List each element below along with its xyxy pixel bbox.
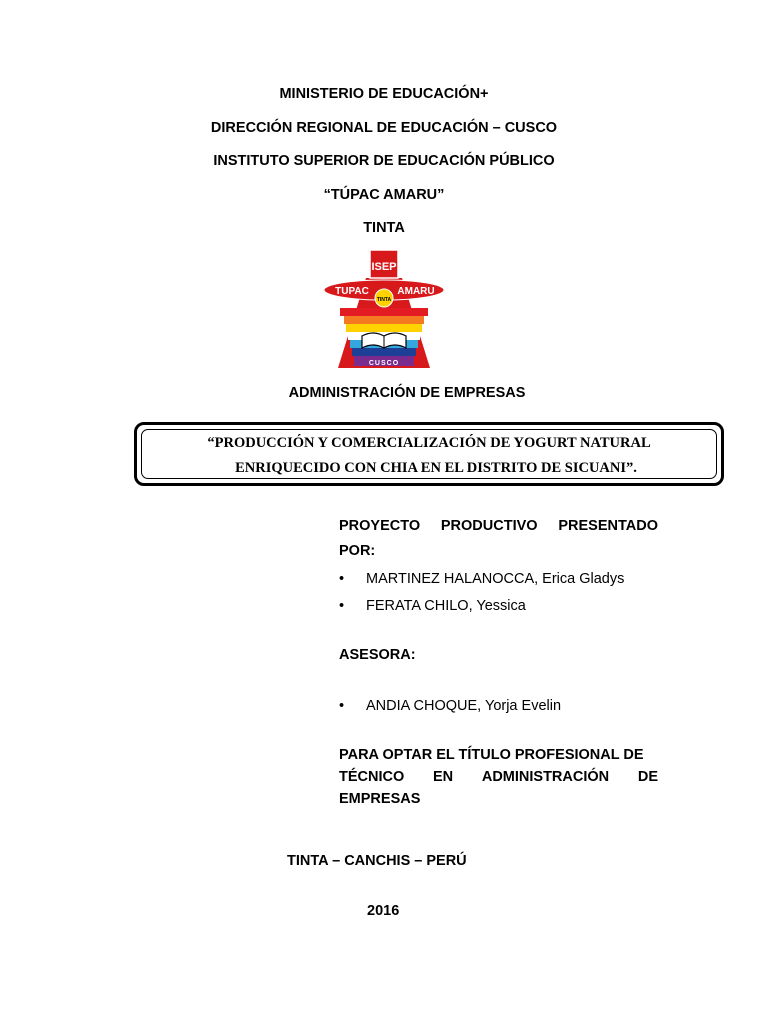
- career-heading: ADMINISTRACIÓN DE EMPRESAS: [288, 385, 526, 401]
- advisor-label: ASESORA:: [339, 647, 416, 663]
- degree-word-3: ADMINISTRACIÓN: [481, 769, 610, 785]
- logo-left-text: TUPAC: [335, 286, 369, 297]
- degree-line-1: PARA OPTAR EL TÍTULO PROFESIONAL DE: [339, 747, 644, 763]
- year-line: 2016: [367, 903, 400, 919]
- bullet-icon: •: [339, 698, 345, 714]
- logo-stripe-yellow: [346, 324, 422, 332]
- presented-word-2: PRODUCTIVO: [440, 518, 538, 534]
- author-name: MARTINEZ HALANOCCA, Erica Gladys: [366, 571, 625, 587]
- project-title-line-1: “PRODUCCIÓN Y COMERCIALIZACIÓN DE YOGURT NATURAL: [207, 435, 651, 451]
- degree-line-2: [339, 769, 658, 785]
- author-list-item: [339, 571, 624, 587]
- presented-word-1: PROYECTO: [339, 518, 421, 534]
- project-title-box: [134, 422, 724, 486]
- author-name: FERATA CHILO, Yessica: [366, 598, 526, 614]
- regional-directorate-heading: DIRECCIÓN REGIONAL DE EDUCACIÓN – CUSCO: [210, 120, 558, 136]
- institute-name-heading: “TÚPAC AMARU”: [323, 187, 445, 203]
- presented-word-3: PRESENTADO: [558, 518, 658, 534]
- advisor-name: ANDIA CHOQUE, Yorja Evelin: [366, 698, 562, 714]
- logo-stripe-orange: [344, 316, 424, 324]
- city-heading: TINTA: [363, 220, 405, 236]
- logo-stripe-dark-blue: [352, 348, 416, 356]
- author-list-item: [339, 598, 526, 614]
- institute-logo: [322, 246, 446, 370]
- location-line: TINTA – CANCHIS – PERÚ: [287, 853, 467, 869]
- institute-heading: INSTITUTO SUPERIOR DE EDUCACIÓN PÚBLICO: [213, 153, 555, 169]
- logo-bottom-text: CUSCO: [368, 360, 400, 367]
- advisor-list-item: [339, 698, 561, 714]
- degree-line-3: EMPRESAS: [339, 791, 421, 807]
- bullet-icon: •: [339, 571, 345, 587]
- degree-word-4: DE: [637, 769, 658, 785]
- logo-right-text: AMARU: [397, 286, 435, 297]
- logo-stripe-red: [340, 308, 428, 316]
- presented-by-block: [339, 518, 658, 559]
- presented-by-line-1: [339, 518, 658, 534]
- project-title-line-2: ENRIQUECIDO CON CHIA EN EL DISTRITO DE SICUANI”.: [235, 460, 637, 476]
- degree-block: [339, 747, 658, 807]
- ministry-heading: MINISTERIO DE EDUCACIÓN+: [279, 86, 489, 102]
- logo-top-text: ISEP: [371, 261, 397, 273]
- presented-by-line-2: POR:: [339, 543, 376, 559]
- degree-word-1: TÉCNICO: [339, 769, 405, 785]
- logo-center-text: TINTA: [376, 297, 392, 303]
- degree-word-2: EN: [432, 769, 454, 785]
- bullet-icon: •: [339, 598, 345, 614]
